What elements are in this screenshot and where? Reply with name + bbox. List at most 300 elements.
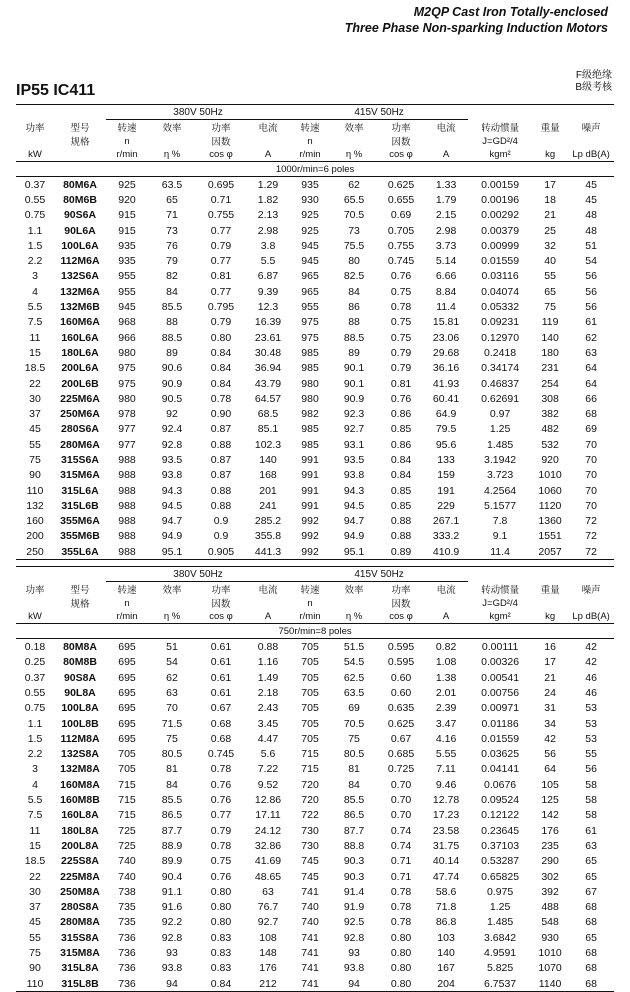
- table-cell: 56: [585, 301, 597, 314]
- table-cell: 2.2: [27, 748, 43, 761]
- column-header-cell: 转速: [300, 585, 320, 597]
- table-cell: 84: [166, 285, 178, 298]
- table-row: [16, 284, 614, 299]
- table-cell: 978: [118, 408, 136, 421]
- table-row: [16, 208, 614, 223]
- table-cell: 46: [585, 686, 597, 699]
- table-cell: 0.88: [210, 484, 232, 497]
- table-cell: 980: [118, 392, 136, 405]
- column-header-cell: [532, 134, 568, 148]
- table-cell: 965: [301, 270, 319, 283]
- model-cell: 315L8B: [54, 976, 106, 992]
- table-cell: 94.9: [161, 530, 183, 543]
- table-cell: 1.08: [435, 656, 457, 669]
- table-row: [16, 238, 614, 253]
- table-cell: 84: [348, 285, 360, 298]
- table-row: [16, 223, 614, 238]
- column-header-cell: η %: [148, 148, 196, 162]
- table-cell: 0.05332: [481, 301, 520, 314]
- table-row: [16, 854, 614, 869]
- model-cell: 315L6A: [61, 484, 99, 497]
- table-cell: 0.75: [390, 285, 412, 298]
- table-cell: 30.48: [254, 346, 282, 359]
- table-cell: 55: [29, 931, 41, 944]
- column-header-row: [16, 582, 614, 597]
- table-cell: 991: [301, 469, 319, 482]
- table-cell: 695: [118, 641, 136, 654]
- table-row: [16, 192, 614, 207]
- table-cell: 0.84: [390, 453, 412, 466]
- table-cell: 30: [29, 392, 41, 405]
- column-header-row: [16, 610, 614, 624]
- table-cell: 31: [544, 702, 556, 715]
- table-cell: 0.74: [390, 824, 412, 837]
- table-cell: 92.8: [161, 931, 183, 944]
- table-cell: 0.61: [210, 656, 232, 669]
- table-cell: 0.67: [210, 702, 232, 715]
- table-cell: 47.74: [432, 870, 460, 883]
- table-cell: 85.5: [161, 794, 183, 807]
- table-cell: 94.5: [161, 499, 183, 512]
- table-row: [16, 731, 614, 746]
- model-cell: 180L8A: [61, 824, 99, 837]
- table-cell: 988: [118, 484, 136, 497]
- table-cell: 51: [166, 641, 178, 654]
- table-cell: 915: [118, 224, 136, 237]
- table-cell: 988: [118, 469, 136, 482]
- table-cell: 2057: [532, 544, 568, 560]
- table-cell: 705: [301, 702, 319, 715]
- table-cell: 935: [118, 255, 136, 268]
- column-header-cell: η %: [330, 148, 378, 162]
- column-header-cell: 转速: [117, 123, 137, 134]
- table-cell: 0.71: [390, 855, 412, 868]
- model-cell: 80M8B: [63, 656, 97, 669]
- table-cell: 56: [585, 285, 597, 298]
- table-cell: 64.9: [435, 408, 457, 421]
- table-cell: 741: [301, 885, 319, 898]
- table-cell: 42: [585, 656, 597, 669]
- table-cell: 715: [118, 778, 136, 791]
- table-cell: 7.8: [492, 515, 508, 528]
- table-cell: 980: [301, 377, 319, 390]
- table-cell: 0.79: [390, 362, 412, 375]
- model-cell: 100L8B: [61, 717, 99, 730]
- poles-label: 1000r/min=6 poles: [16, 162, 614, 177]
- table-cell: 102.3: [254, 438, 282, 451]
- table-cell: 1.1: [27, 224, 43, 237]
- model-cell: 180L6A: [61, 346, 99, 359]
- table-cell: 0.76: [210, 870, 232, 883]
- table-cell: 0.88: [257, 641, 279, 654]
- table-cell: 0.9: [213, 515, 229, 528]
- table-cell: 1010: [538, 469, 562, 482]
- column-header-cell: [54, 610, 106, 624]
- table-cell: 0.80: [390, 931, 412, 944]
- table-cell: 5.5: [27, 794, 43, 807]
- table-cell: 0.84: [210, 346, 232, 359]
- table-cell: 21: [544, 671, 556, 684]
- table-cell: 95.1: [330, 544, 378, 560]
- table-cell: 0.84: [210, 377, 232, 390]
- voltage-415-label: 415V 50Hz: [290, 567, 468, 582]
- table-cell: 160: [26, 515, 44, 528]
- column-header-cell: 转动惯量: [481, 122, 520, 134]
- table-cell: 3.8: [260, 239, 276, 252]
- table-row: [16, 670, 614, 685]
- table-cell: 1070: [538, 962, 562, 975]
- table-cell: 63.5: [343, 686, 365, 699]
- table-cell: 1010: [538, 947, 562, 959]
- table-cell: 0.71: [210, 193, 232, 206]
- table-cell: 75: [166, 732, 178, 745]
- table-cell: 0.04074: [481, 285, 520, 298]
- table-cell: 254: [541, 377, 559, 390]
- column-header-cell: [568, 596, 614, 610]
- table-cell: 1360: [538, 515, 562, 528]
- table-cell: 0.82: [435, 641, 457, 654]
- table-cell: 45: [585, 193, 597, 206]
- table-cell: 40: [544, 255, 556, 268]
- table-cell: 86.8: [435, 916, 457, 929]
- table-cell: 738: [118, 885, 136, 898]
- table-cell: 42: [544, 732, 556, 745]
- table-cell: 90.1: [343, 362, 365, 375]
- model-cell: 200L6B: [61, 377, 99, 390]
- table-cell: 722: [301, 809, 319, 822]
- table-cell: 745: [301, 855, 319, 868]
- table-cell: 988: [118, 530, 136, 543]
- table-cell: 11.4: [468, 544, 532, 560]
- table-cell: 740: [301, 916, 319, 929]
- table-cell: 0.37103: [481, 839, 520, 852]
- table-row: [16, 884, 614, 899]
- table-cell: 85.1: [257, 423, 279, 436]
- table-cell: 705: [118, 748, 136, 761]
- table-cell: 695: [118, 702, 136, 715]
- table-cell: 695: [118, 656, 136, 669]
- insulation-line2: B级考核: [575, 82, 612, 93]
- table-cell: 5.6: [260, 748, 276, 761]
- table-row: [16, 437, 614, 452]
- table-cell: 988: [118, 515, 136, 528]
- table-cell: 0.55: [24, 193, 46, 206]
- table-cell: 955: [118, 270, 136, 283]
- table-cell: 0.745: [207, 748, 235, 761]
- table-row: [16, 452, 614, 467]
- column-header-cell: [54, 148, 106, 162]
- table-cell: 975: [301, 331, 319, 344]
- voltage-380-label: 380V 50Hz: [106, 105, 290, 120]
- table-cell: 18.5: [24, 855, 46, 868]
- table-cell: 64: [544, 763, 556, 776]
- table-cell: 62.5: [343, 671, 365, 684]
- column-header-cell: r/min: [106, 148, 148, 162]
- table-cell: 90.5: [161, 392, 183, 405]
- table-cell: 695: [118, 732, 136, 745]
- table-cell: 72: [585, 515, 597, 528]
- table-cell: 64: [585, 377, 597, 390]
- table-cell: 0.79: [390, 346, 412, 359]
- table-cell: 740: [118, 855, 136, 868]
- table-cell: 0.00196: [481, 193, 520, 206]
- poles-row: [16, 162, 614, 177]
- table-cell: 65.5: [343, 193, 365, 206]
- table-cell: 110: [26, 484, 44, 497]
- column-header-cell: kW: [16, 610, 54, 624]
- table-cell: 125: [541, 794, 559, 807]
- table-cell: 2.15: [435, 209, 457, 222]
- table-cell: 0.09524: [481, 794, 520, 807]
- table-cell: 0.0676: [484, 778, 517, 791]
- model-cell: 250M6A: [60, 408, 100, 421]
- table-cell: 0.67: [390, 732, 412, 745]
- table-cell: 84: [166, 778, 178, 791]
- table-cell: 725: [118, 839, 136, 852]
- column-header-cell: 电流: [258, 123, 278, 134]
- column-header-cell: A: [246, 610, 290, 624]
- table-cell: 12.3: [257, 301, 279, 314]
- table-cell: 0.69: [390, 209, 412, 222]
- table-cell: 991: [301, 499, 319, 512]
- table-cell: 0.78: [210, 839, 232, 852]
- model-cell: 90S6A: [63, 209, 97, 222]
- table-cell: 2.18: [257, 686, 279, 699]
- table-cell: 977: [118, 423, 136, 436]
- table-cell: 68: [585, 962, 597, 975]
- table-cell: 0.76: [390, 270, 412, 283]
- table-cell: 180: [541, 346, 559, 359]
- table-cell: 92.8: [161, 438, 183, 451]
- table-cell: 0.74: [390, 839, 412, 852]
- table-row: [16, 792, 614, 807]
- table-cell: 88.5: [343, 331, 365, 344]
- table-row: [16, 253, 614, 268]
- table-cell: 3.73: [435, 239, 457, 252]
- table-cell: 955: [118, 285, 136, 298]
- table-cell: 333.2: [432, 530, 460, 543]
- table-cell: 17.11: [255, 809, 281, 822]
- table-cell: 70: [585, 484, 597, 497]
- table-cell: 94.3: [343, 484, 365, 497]
- table-cell: 488: [541, 901, 559, 914]
- model-cell: 200L8A: [61, 839, 99, 852]
- table-cell: 0.76: [210, 794, 232, 807]
- table-cell: 1.33: [435, 178, 457, 191]
- table-cell: 0.68: [210, 732, 232, 745]
- table-cell: 81: [166, 763, 178, 776]
- table-cell: 0.975: [486, 885, 514, 898]
- table-cell: 93.8: [161, 962, 183, 975]
- table-cell: 0.88: [210, 499, 232, 512]
- table-cell: 43.79: [254, 377, 282, 390]
- table-cell: 60.41: [432, 392, 460, 405]
- model-cell: 160M8A: [60, 778, 100, 791]
- column-header-cell: [246, 134, 290, 148]
- table-cell: 191: [437, 484, 455, 497]
- table-cell: 0.97: [489, 408, 511, 421]
- model-cell: 132M8A: [60, 763, 100, 776]
- table-cell: 63.5: [161, 178, 183, 191]
- table-cell: 84: [348, 778, 360, 791]
- table-cell: 68.5: [257, 408, 279, 421]
- table-cell: 0.23645: [481, 824, 520, 837]
- table-cell: 95.6: [435, 438, 457, 451]
- column-header-cell: 因数: [211, 599, 231, 611]
- table-cell: 9.52: [257, 778, 279, 791]
- table-cell: 168: [259, 469, 277, 482]
- model-cell: 90L6A: [64, 224, 96, 237]
- table-cell: 24: [544, 686, 556, 699]
- table-cell: 0.25: [24, 656, 46, 669]
- model-cell: 160M6A: [60, 316, 100, 329]
- table-cell: 1.5: [27, 732, 43, 745]
- table-cell: 68: [585, 947, 597, 959]
- table-cell: 92.2: [161, 916, 183, 929]
- table-cell: 65: [585, 931, 597, 944]
- model-cell: 280M8A: [60, 916, 100, 929]
- table-cell: 6.7537: [468, 976, 532, 992]
- table-cell: 0.46837: [481, 377, 520, 390]
- table-cell: 3.723: [486, 469, 514, 482]
- table-cell: 0.77: [210, 224, 232, 237]
- table-cell: 1140: [532, 976, 568, 992]
- table-row: [16, 762, 614, 777]
- voltage-380-label: 380V 50Hz: [106, 567, 290, 582]
- table-cell: 54.5: [343, 656, 365, 669]
- table-cell: 65: [544, 285, 556, 298]
- table-cell: 0.61: [210, 671, 232, 684]
- table-cell: 0.60: [390, 686, 412, 699]
- column-header-cell: [16, 596, 54, 610]
- table-cell: 1.49: [257, 671, 279, 684]
- table-cell: 0.71: [390, 870, 412, 883]
- column-header-cell: kg: [532, 610, 568, 624]
- table-row: [16, 361, 614, 376]
- column-header-cell: 因数: [391, 137, 411, 148]
- table-cell: 741: [301, 931, 319, 944]
- table-cell: 70: [585, 469, 597, 482]
- model-cell: 315L6B: [61, 499, 99, 512]
- column-header-cell: A: [424, 610, 468, 624]
- table-cell: 0.795: [207, 301, 235, 314]
- table-cell: 48: [585, 209, 597, 222]
- table-cell: 975: [118, 377, 136, 390]
- table-cell: 1.29: [257, 178, 279, 191]
- table-cell: 62: [348, 178, 360, 191]
- table-cell: 0.88: [210, 438, 232, 451]
- table-cell: 75: [348, 732, 360, 745]
- column-header-cell: 型号: [70, 122, 90, 134]
- table-cell: 64.57: [254, 392, 282, 405]
- table-cell: 0.78: [390, 301, 412, 314]
- table-cell: 7.11: [436, 763, 456, 776]
- table-cell: 0.85: [390, 484, 412, 497]
- column-header-cell: 效率: [162, 585, 182, 597]
- column-header-cell: 重量: [540, 585, 560, 597]
- table-cell: 132: [26, 499, 44, 512]
- table-cell: 9.39: [257, 285, 279, 298]
- header-title-line1: M2QP Cast Iron Totally-enclosed: [413, 5, 608, 19]
- model-cell: 225M8A: [60, 870, 100, 883]
- column-header-cell: 转速: [300, 123, 320, 134]
- table-cell: 23.58: [432, 824, 460, 837]
- table-cell: 9.1: [492, 530, 508, 543]
- table-cell: 91.9: [343, 901, 365, 914]
- table-cell: 1.16: [257, 656, 279, 669]
- table-cell: 119: [541, 316, 559, 329]
- table-cell: 16: [544, 641, 556, 654]
- table-cell: 73: [166, 224, 178, 237]
- table-cell: 17.23: [432, 809, 460, 822]
- table-cell: 0.00379: [481, 224, 520, 237]
- table-row: [16, 315, 614, 330]
- table-cell: 0.75: [210, 855, 232, 868]
- table-cell: 68: [585, 408, 597, 421]
- table-cell: 32.86: [254, 839, 282, 852]
- column-header-cell: 功率: [391, 585, 411, 597]
- table-cell: 63: [585, 346, 597, 359]
- table-row: [16, 823, 614, 838]
- table-cell: 45: [585, 178, 597, 191]
- table-cell: 65: [585, 855, 597, 868]
- table-row: [16, 544, 614, 560]
- table-cell: 985: [301, 362, 319, 375]
- table-cell: 741: [301, 947, 319, 959]
- table-cell: 0.90: [210, 408, 232, 421]
- table-row: [16, 945, 614, 960]
- column-header-cell: 效率: [344, 585, 364, 597]
- table-cell: 355.8: [254, 530, 282, 543]
- table-cell: 2.39: [435, 702, 457, 715]
- column-header-cell: 噪声: [581, 122, 601, 134]
- table-cell: 55: [29, 438, 41, 451]
- table-cell: 80.5: [161, 748, 183, 761]
- table-cell: 90.4: [161, 870, 183, 883]
- table-cell: 80.5: [343, 748, 365, 761]
- table-cell: 30: [29, 885, 41, 898]
- motor-spec-tables: [16, 104, 614, 992]
- column-header-cell: [16, 134, 54, 148]
- table-cell: 0.00999: [481, 239, 520, 252]
- table-cell: 935: [301, 178, 319, 191]
- table-cell: 290: [541, 855, 559, 868]
- table-cell: 2.01: [435, 686, 457, 699]
- table-cell: 89: [348, 346, 360, 359]
- column-header-cell: η %: [148, 610, 196, 624]
- table-cell: 0.78: [390, 885, 412, 898]
- table-cell: 925: [301, 209, 319, 222]
- column-header-cell: Lp dB(A): [568, 148, 614, 162]
- model-cell: 355L6A: [54, 544, 106, 560]
- table-cell: 302: [541, 870, 559, 883]
- table-cell: 176: [259, 962, 277, 975]
- table-cell: 55: [544, 270, 556, 283]
- table-cell: 62: [166, 671, 178, 684]
- table-cell: 2.2: [27, 255, 43, 268]
- table-cell: 75: [29, 453, 41, 466]
- column-header-cell: [330, 596, 378, 610]
- column-header-cell: r/min: [106, 610, 148, 624]
- table-cell: 705: [118, 763, 136, 776]
- table-cell: 71.5: [161, 717, 183, 730]
- spec-table-body: [16, 105, 614, 992]
- table-cell: 0.00326: [481, 656, 520, 669]
- table-cell: 735: [118, 901, 136, 914]
- model-cell: 250M8A: [60, 885, 100, 898]
- table-cell: 705: [301, 732, 319, 745]
- table-cell: 6.87: [257, 270, 279, 283]
